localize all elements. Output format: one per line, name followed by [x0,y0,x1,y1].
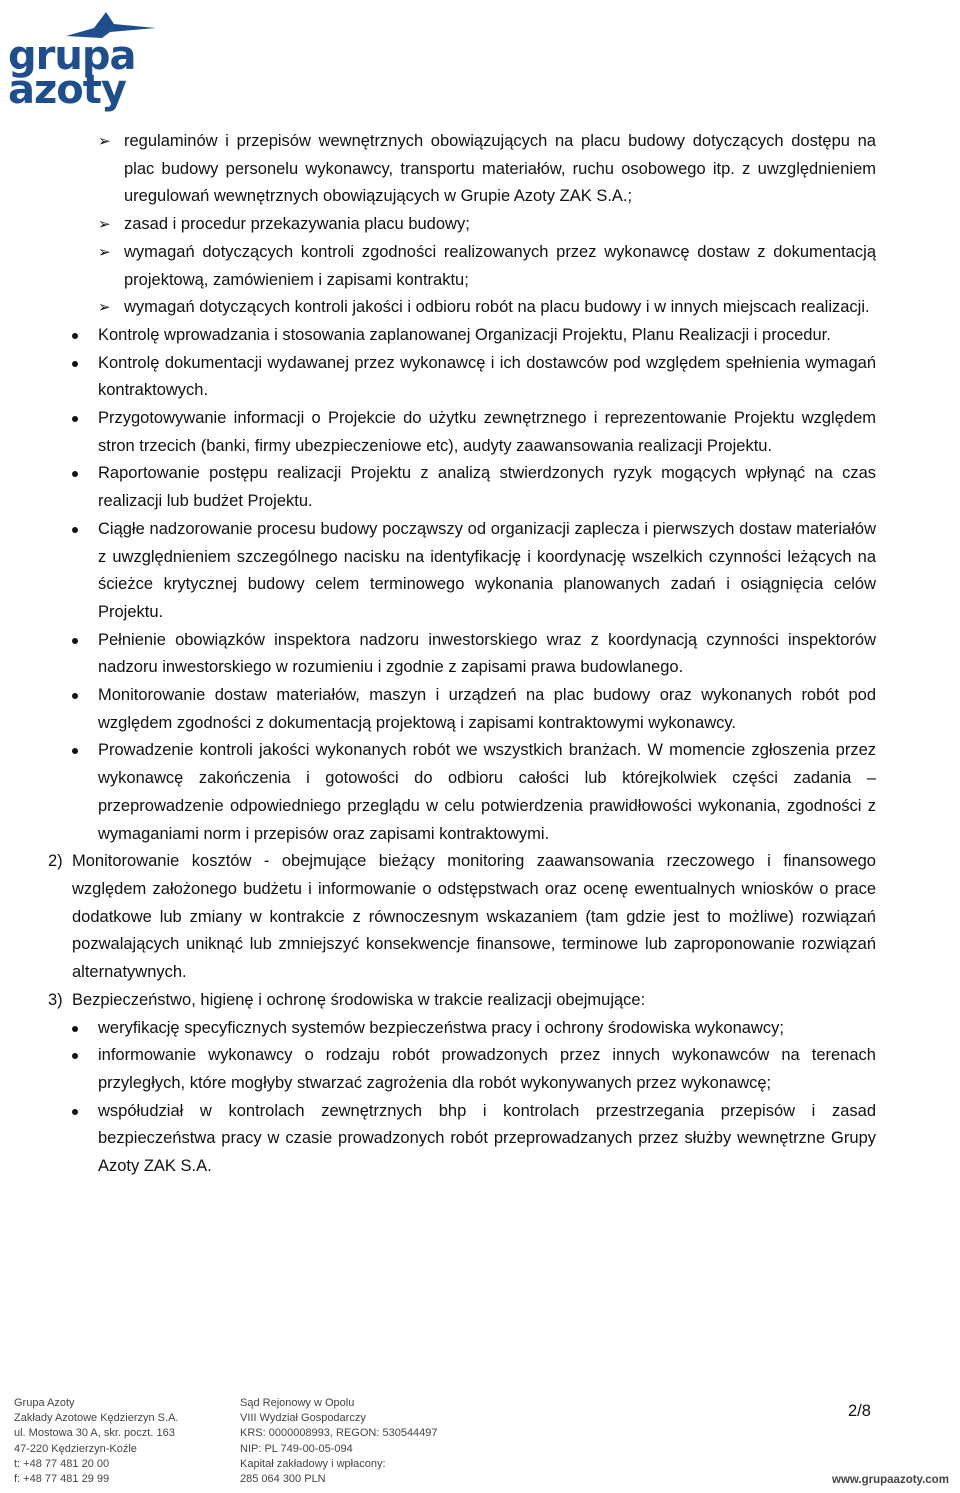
bullet-list-item [48,460,876,515]
dot-bullet-icon [72,471,78,477]
list-item-text: Raportowanie postępu realizacji Projektu z analizą stwierdzonych ryzyk mogących wpłynąć na czas realizacji lub budżet Projektu. [98,464,876,511]
bullet-list-item [48,322,876,350]
bullet-list-item [48,737,876,848]
bullet-list-item [48,1042,876,1097]
list-item-text: Prowadzenie kontroli jakości wykonanych robót we wszystkich branżach. W momencie zgłoszenia przez wykonawcę zakończenia i gotowości do odbioru całości lub którejkolwiek części zadania – przeprowadzenie odpowiedniego przeglądu w celu potwierdzenia prawidłowości wykonania, zgodności z wymaganiami norm i przepisów oraz zapisami kontraktowymi. [98,741,876,843]
dot-bullet-icon [72,361,78,367]
document-body [48,128,876,1181]
dot-bullet-icon [72,1053,78,1059]
logo-text-line2: azoty [8,67,126,113]
list-item-text: Ciągłe nadzorowanie procesu budowy począwszy od organizacji zaplecza i pierwszych dostaw materiałów z uwzględnieniem szczególnego nacisku na identyfikację i koordynację wszelkich czynności leżących na ścieżce krytycznej budowy celem terminowego wykonania planowanych zadań i osiągnięcia celów Projektu. [98,519,876,621]
list-item-text: Pełnienie obowiązków inspektora nadzoru inwestorskiego wraz z koordynacją czynności inspektorów nadzoru inwestorskiego w rozumieniu i zgodnie z zapisami prawa budowlanego. [98,630,876,677]
list-item-text: zasad i procedur przekazywania placu budowy; [124,215,470,234]
list-item-text: wymagań dotyczących kontroli zgodności realizowanych przez wykonawcę dostaw z dokumentacją projektową, zamówieniem i zapisami kontraktu; [124,242,876,289]
list-item-text: Monitorowanie kosztów - obejmujące bieżący monitoring zaawansowania rzeczowego i finansowego względem założonego budżetu i informowanie o odstępstwach oraz ocenę ewentualnych wniosków o prace dodatkowe lub zmiany w kontrakcie z równoczesnym wskazaniem (tam gdzie jest to możliwe) rozwiązań pozwalających uniknąć lub zmniejszyć konsekwencje finansowe, terminowe lub zaproponowanie rozwiązań alternatywnych. [72,852,876,982]
arrow-bullet-icon: ➢ [98,133,111,150]
footer-line: f: +48 77 481 29 99 [14,1473,110,1486]
footer-line: 47-220 Kędzierzyn-Koźle [14,1442,137,1455]
list-number: 3) [48,990,63,1009]
footer-line: t: +48 77 481 20 00 [14,1457,110,1470]
list-item-text: Monitorowanie dostaw materiałów, maszyn i urządzeń na plac budowy oraz wykonanych robót pod względem zgodności z dokumentacją projektową i zapisami kontraktowymi wykonawcy. [98,686,876,732]
bullet-list-item [48,627,876,682]
arrow-bullet-icon: ➢ [98,299,111,317]
arrow-list-item [48,211,876,239]
footer-line: NIP: PL 749-00-05-094 [240,1442,353,1455]
list-item-text: Przygotowywanie informacji o Projekcie do użytku zewnętrznego i reprezentowanie Projektu względem stron trzecich (banki, firmy ubezpieczeniowe etc), audyty zaawansowania realizacji Projektu. [98,409,876,455]
footer-line: Kapitał zakładowy i wpłacony: [240,1457,386,1470]
list-item-text: współudział w kontrolach zewnętrznych bhp i kontrolach przestrzegania przepisów i zasad bezpieczeństwa pracy w czasie prowadzonych robót przeprowadzanych przez służby wewnętrzne Grupy Azoty ZAK S.A. [98,1101,876,1176]
list-item-text: Kontrolę dokumentacji wydawanej przez wykonawcę i ich dostawców pod względem spełnienia wymagań kontraktowych. [98,353,876,400]
numbered-list-item [48,848,876,987]
list-number: 2) [48,852,63,871]
arrow-list-item [48,294,876,322]
bullet-list-item [48,1098,876,1181]
dot-bullet-icon [72,693,78,699]
footer-line: KRS: 0000008993, REGON: 530544497 [240,1427,438,1440]
list-item-text: informowanie wykonawcy o rodzaju robót prowadzonych przez innych wykonawców na terenach przyległych, które mogłyby stwarzać zagrożenia dla robót wykonywanych przez wykonawcę; [98,1046,876,1092]
page-number: 2/8 [848,1402,871,1420]
list-item-text: weryfikację specyficznych systemów bezpieczeństwa pracy i ochrony środowiska wykonawcy; [98,1018,784,1037]
list-item-text: Bezpieczeństwo, higienę i ochronę środowiska w trakcie realizacji obejmujące: [72,990,646,1009]
arrow-list-item [48,128,876,211]
footer-line: Grupa Azoty [14,1397,75,1409]
footer-line: Sąd Rejonowy w Opolu [240,1397,355,1409]
footer-line: VIII Wydział Gospodarczy [240,1412,366,1425]
footer-line: ul. Mostowa 30 A, skr. poczt. 163 [14,1427,175,1440]
bullet-list-item [48,516,876,627]
bullet-list-item [48,1015,876,1043]
logo-text-line1: grupa [8,33,136,79]
numbered-list-item [48,987,876,1015]
footer-line: Zakłady Azotowe Kędzierzyn S.A. [14,1412,179,1425]
dot-bullet-icon [72,748,78,754]
list-item-text: wymagań dotyczących kontroli jakości i odbioru robót na placu budowy i w innych miejscach realizacji. [124,298,870,317]
footer-line: 285 064 300 PLN [240,1473,326,1486]
footer-website: www.grupaazoty.com [832,1474,949,1486]
bullet-list-item [48,350,876,405]
dot-bullet-icon [72,333,78,339]
arrow-list-item [48,239,876,294]
dot-bullet-icon [72,1109,78,1115]
dot-bullet-icon [72,1026,78,1032]
dot-bullet-icon [72,638,78,644]
bullet-list-item [48,405,876,460]
bullet-list-item [48,682,876,737]
list-item-text: regulaminów i przepisów wewnętrznych obowiązujących na placu budowy dotyczących dostępu na plac budowy personelu wykonawcy, transportu materiałów, ruchu osobowego itp. z uwzględnieniem uregulowań wewnętrznych obowiązujących w Grupie Azoty ZAK S.A.; [124,132,876,206]
footer-company-info [14,1396,178,1487]
arrow-bullet-icon: ➢ [98,243,111,261]
arrow-bullet-icon: ➢ [98,216,111,234]
dot-bullet-icon [72,527,78,533]
list-item-text: Kontrolę wprowadzania i stosowania zaplanowanej Organizacji Projektu, Planu Realizacji i procedur. [98,325,831,344]
page-footer [0,1392,960,1493]
dot-bullet-icon [72,416,78,422]
company-logo [6,6,166,113]
footer-registry-info [240,1396,438,1487]
